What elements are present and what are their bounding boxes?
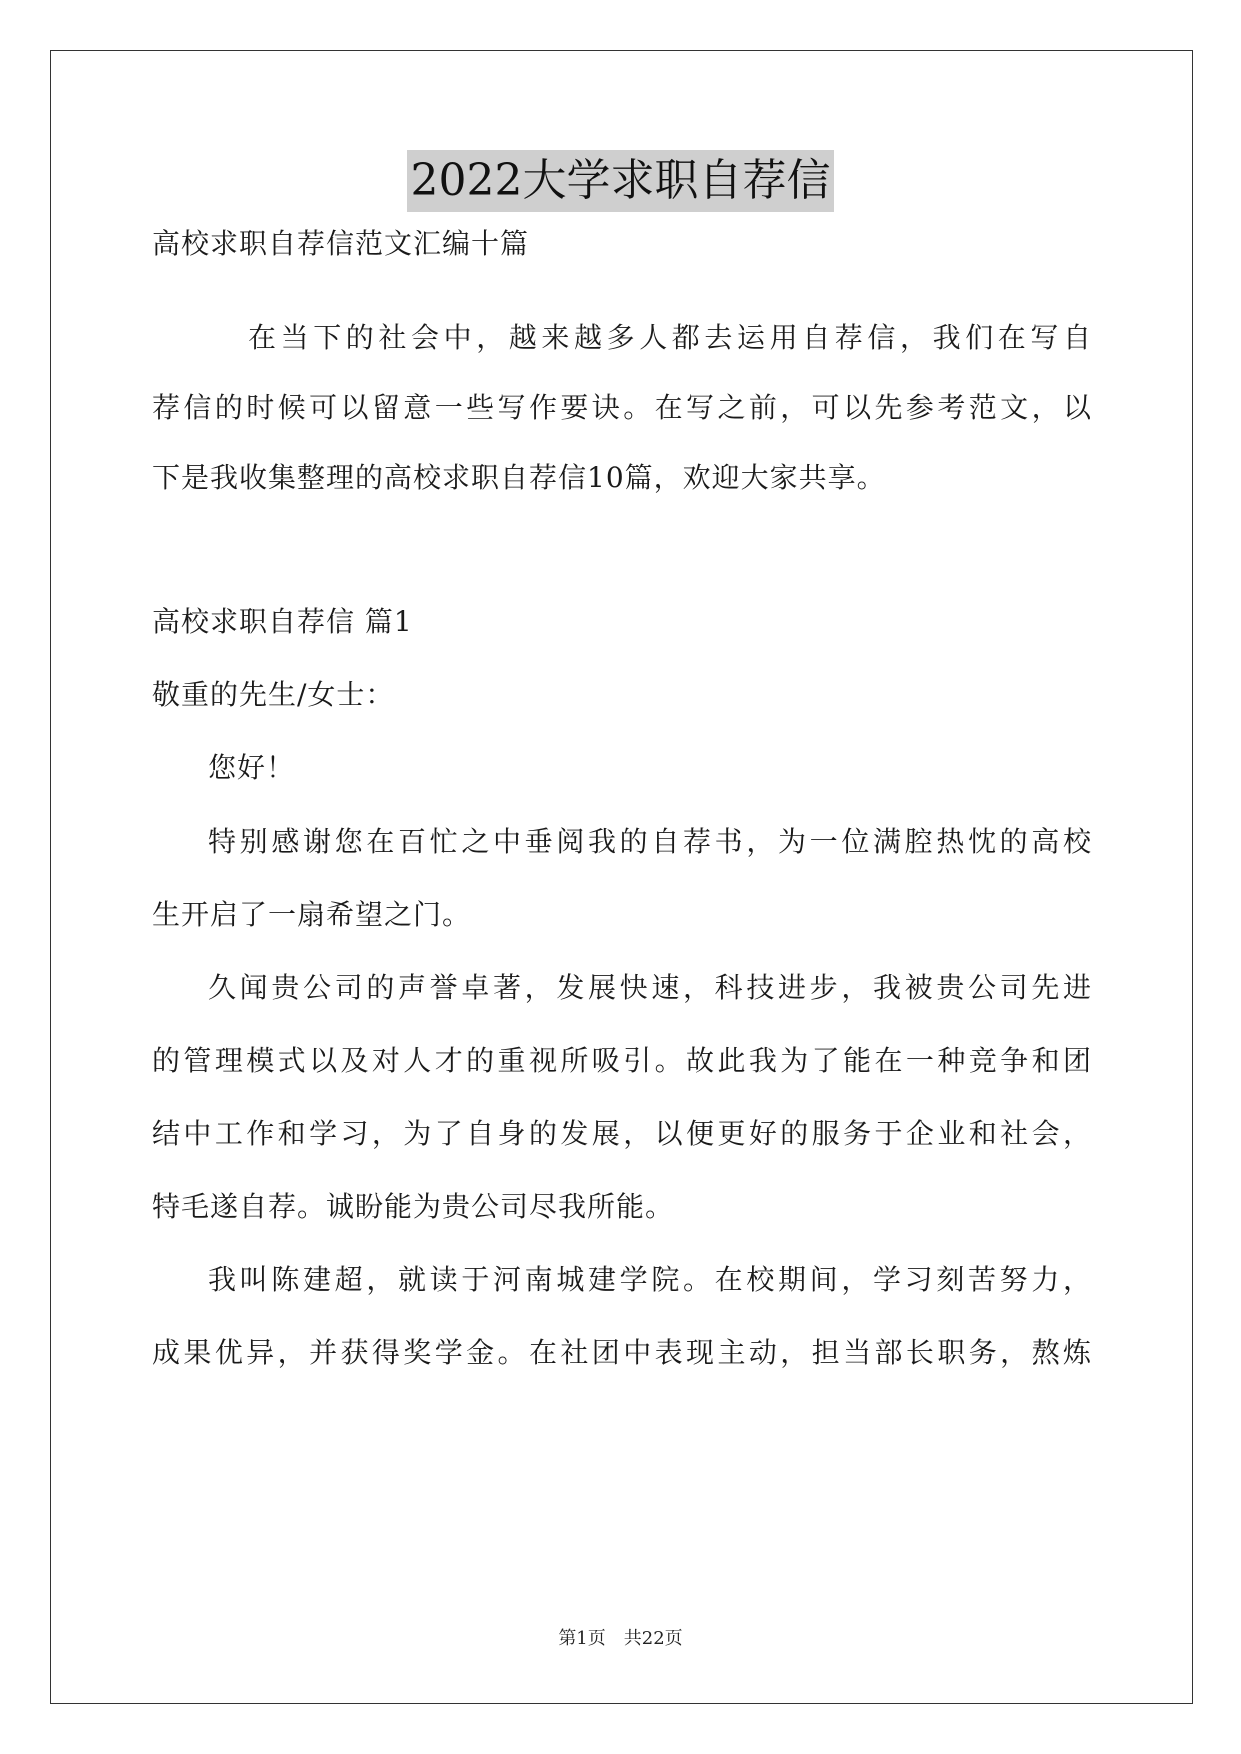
body-paragraph-line: 特别感谢您在百忙之中垂阅我的自荐书，为一位满腔热忱的高校: [208, 825, 1092, 858]
salutation: 敬重的先生/女士：: [152, 678, 395, 711]
body-paragraph-line: 我叫陈建超，就读于河南城建学院。在校期间，学习刻苦努力，: [208, 1263, 1092, 1296]
body-paragraph-line: 的管理模式以及对人才的重视所吸引。故此我为了能在一种竞争和团: [152, 1044, 1092, 1077]
intro-paragraph-line: 下是我收集整理的高校求职自荐信10篇，欢迎大家共享。: [152, 461, 886, 494]
document-title: 2022大学求职自荐信: [407, 150, 835, 212]
body-paragraph-line: 成果优异，并获得奖学金。在社团中表现主动，担当部长职务，熬炼: [152, 1336, 1092, 1369]
subtitle-line: 高校求职自荐信范文汇编十篇: [152, 227, 530, 260]
page-number-footer: 第1页 共22页: [558, 1628, 683, 1649]
section-heading: 高校求职自荐信 篇1: [152, 605, 413, 638]
intro-paragraph-line: 在当下的社会中，越来越多人都去运用自荐信，我们在写自: [248, 321, 1092, 354]
greeting: 您好！: [208, 751, 296, 784]
title-container: [0, 150, 1241, 212]
body-paragraph-line: 特毛遂自荐。诚盼能为贵公司尽我所能。: [152, 1190, 675, 1223]
intro-paragraph-line: 荐信的时候可以留意一些写作要诀。在写之前，可以先参考范文，以: [152, 391, 1092, 424]
body-paragraph-line: 结中工作和学习，为了自身的发展，以便更好的服务于企业和社会，: [152, 1117, 1092, 1150]
page-border: [50, 50, 1193, 1704]
body-paragraph-line: 久闻贵公司的声誉卓著，发展快速，科技进步，我被贵公司先进: [208, 971, 1092, 1004]
body-paragraph-line: 生开启了一扇希望之门。: [152, 898, 472, 931]
